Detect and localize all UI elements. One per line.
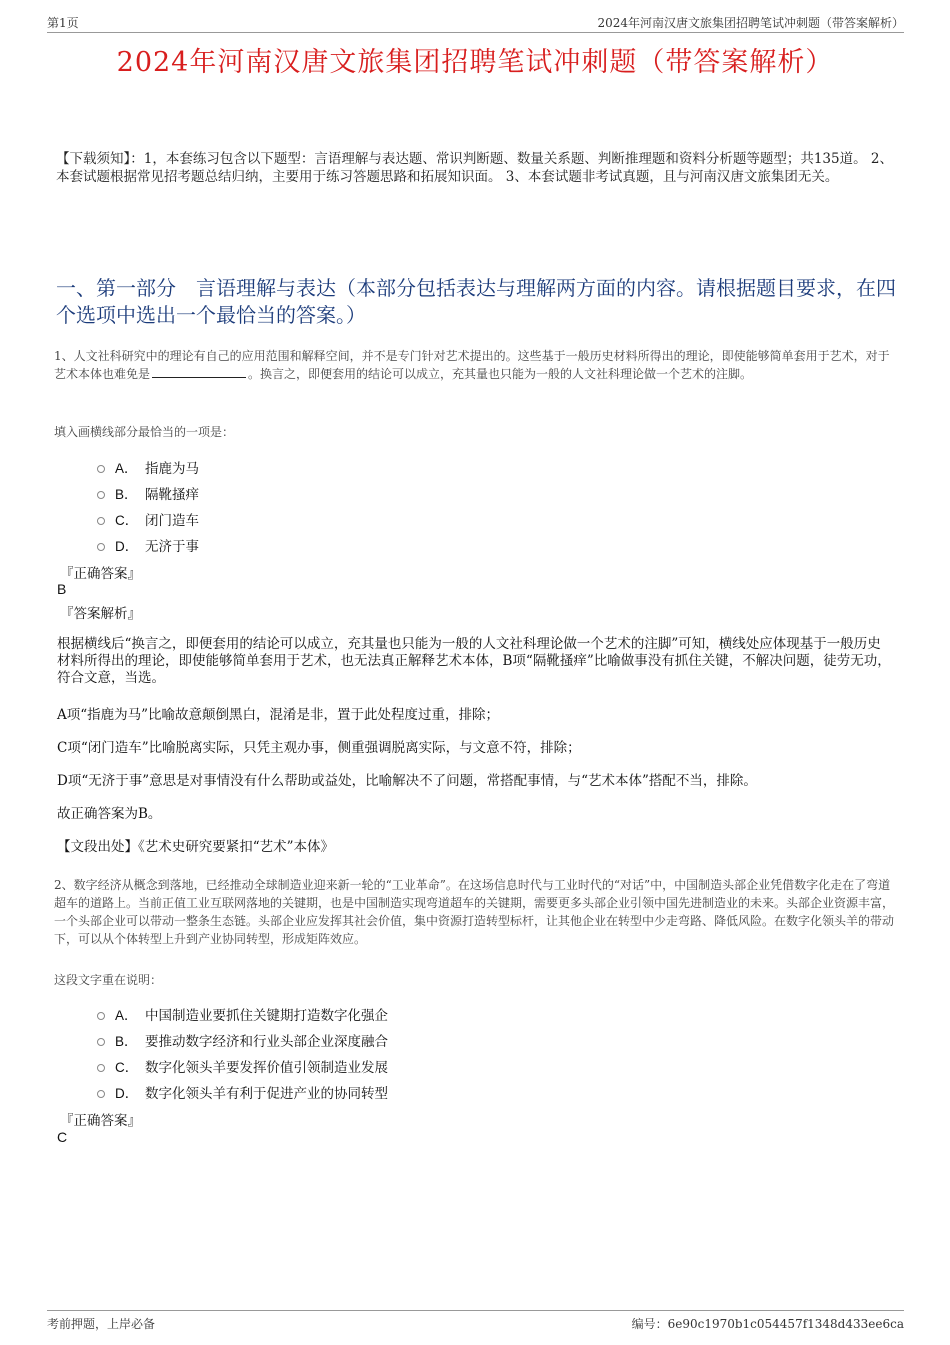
q1-analysis-paragraph: D项“无济于事”意思是对事情没有什么帮助或益处，比喻解决不了问题，常搭配事情，与“艺术本体”搭配不当，排除。: [57, 773, 757, 789]
question-2-stem: 2、数字经济从概念到落地，已经推动全球制造业迎来新一轮的“工业革命”。在这场信息时代与工业时代的“对话”中，中国制造头部企业凭借数字化走在了弯道超车的道路上。当前正值工业互联网落地的关键期，也是中国制造实现弯道超车的关键期，需要更多头部企业引领中国先进制造业的未来。头部企业资源丰富，一个头部企业可以带动一整条生态链。头部企业应发挥其社会价值，集中资源打造转型标杆，让其他企业在转型中少走弯路、降低风险。在数字化领头羊的带动下，可以从个体转型上升到产业协同转型，形成矩阵效应。: [54, 878, 895, 946]
footer-slogan: 考前押题，上岸必备: [47, 1317, 156, 1331]
q1-analysis-paragraph: C项“闭门造车”比喻脱离实际，只凭主观办事，侧重强调脱离实际，与文意不符，排除；: [57, 740, 581, 756]
q2-answer: C: [57, 1129, 68, 1145]
q2-option-a[interactable]: A． 中国制造业要抓住关键期打造数字化强企: [97, 1004, 388, 1024]
radio-icon[interactable]: [97, 517, 105, 525]
page-footer: [47, 1310, 904, 1331]
page-header: [47, 14, 904, 33]
section-heading: 一、第一部分 言语理解与表达（本部分包括表达与理解两方面的内容。请根据题目要求，在四个选项中选出一个最恰当的答案。）: [56, 276, 896, 327]
radio-icon[interactable]: [97, 1090, 105, 1098]
q2-option-b[interactable]: B． 要推动数字经济和行业头部企业深度融合: [97, 1030, 388, 1050]
footer-serial: 编号：6e90c1970b1c054457f1348d433ee6ca: [631, 1317, 904, 1331]
download-notice: 【下载须知】：1，本套练习包含以下题型：言语理解与表达题、常识判断题、数量关系题、判断推理题和资料分析题等题型；共135道。 2、本套试题根据常见招考题总结归纳，主要用于练习答题思路和拓展知识面。 3、本套试题非考试真题，且与河南汉唐文旅集团无关。: [56, 151, 893, 185]
fill-blank: [152, 365, 246, 378]
q1-analysis-paragraph: A项“指鹿为马”比喻故意颠倒黑白，混淆是非，置于此处程度过重，排除；: [57, 707, 500, 723]
radio-icon[interactable]: [97, 1064, 105, 1072]
radio-icon[interactable]: [97, 1038, 105, 1046]
q1-analysis-label: 『答案解析』: [60, 606, 141, 622]
q1-analysis-conclusion: 故正确答案为B。: [57, 806, 162, 822]
q1-option-b[interactable]: B． 隔靴搔痒: [97, 483, 199, 503]
q1-analysis-paragraph: 根据横线后“换言之，即便套用的结论可以成立，充其量也只能为一般的人文社科理论做一个艺术的注脚”可知，横线处应体现基于一般历史材料所得出的理论，即使能够简单套用于艺术，也无法真正解释艺术本体，B项“隔靴搔痒”比喻做事没有抓住关键，不解决问题，徒劳无功，符合文意，当选。: [57, 636, 891, 686]
radio-icon[interactable]: [97, 1012, 105, 1020]
page-title: 2024年河南汉唐文旅集团招聘笔试冲刺题（带答案解析）: [116, 47, 834, 78]
page-number: 第1页: [47, 16, 79, 30]
question-1-prompt: 填入画横线部分最恰当的一项是：: [54, 425, 235, 439]
header-doc-title: 2024年河南汉唐文旅集团招聘笔试冲刺题（带答案解析）: [597, 16, 904, 30]
q1-option-a[interactable]: A． 指鹿为马: [97, 457, 199, 477]
q1-answer: B: [57, 581, 67, 597]
q1-answer-label: 『正确答案』: [60, 566, 141, 582]
q2-answer-label: 『正确答案』: [60, 1113, 141, 1129]
q2-option-c[interactable]: C． 数字化领头羊要发挥价值引领制造业发展: [97, 1056, 388, 1076]
question-2-prompt: 这段文字重在说明：: [54, 973, 163, 987]
radio-icon[interactable]: [97, 465, 105, 473]
q1-option-c[interactable]: C． 闭门造车: [97, 509, 199, 529]
question-1-stem: 1、人文社科研究中的理论有自己的应用范围和解释空间，并不是专门针对艺术提出的。这些基于一般历史材料所得出的理论，即使能够简单套用于艺术，对于艺术本体也难免是 。换言之，即便套用的结论可以成立，充其量也只能为一般的人文社科理论做一个艺术的注脚。: [54, 349, 890, 381]
q1-option-d[interactable]: D． 无济于事: [97, 535, 199, 555]
q1-source: 【文段出处】《艺术史研究要紧扣“艺术”本体》: [57, 839, 335, 855]
radio-icon[interactable]: [97, 491, 105, 499]
radio-icon[interactable]: [97, 543, 105, 551]
q2-option-d[interactable]: D． 数字化领头羊有利于促进产业的协同转型: [97, 1082, 388, 1102]
